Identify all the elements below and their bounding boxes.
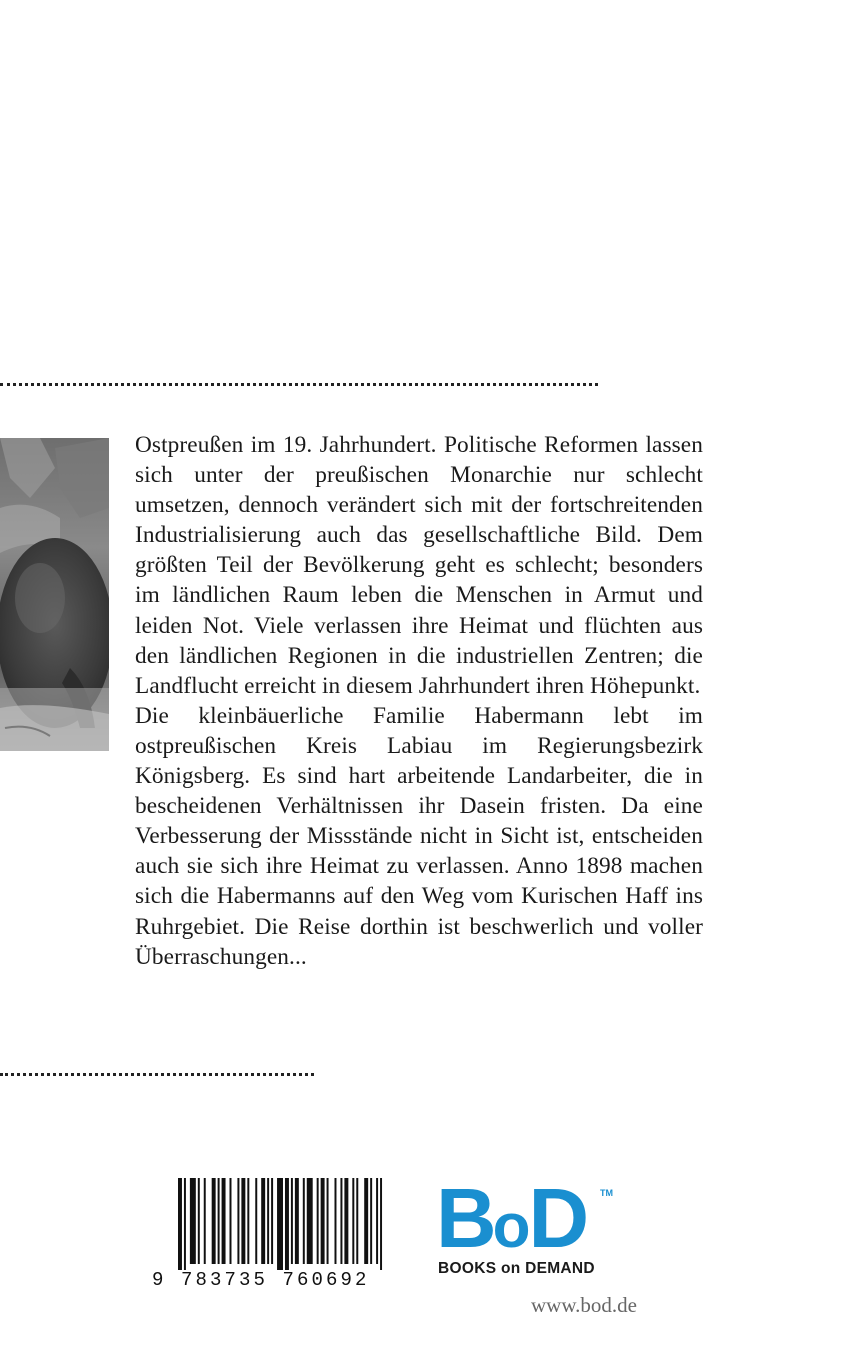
cover-photo-fragment xyxy=(0,438,109,751)
barcode-bar xyxy=(340,1178,342,1264)
barcode-bar xyxy=(198,1178,200,1264)
barcode-bar xyxy=(230,1178,232,1264)
barcode-bar xyxy=(344,1178,348,1264)
logo-trademark: TM xyxy=(600,1188,613,1198)
isbn-barcode xyxy=(152,1178,388,1290)
barcode-bar xyxy=(334,1178,336,1264)
dotted-divider-top xyxy=(0,383,598,386)
bod-logo-mark: BoD xyxy=(436,1171,586,1265)
barcode-bar xyxy=(370,1178,372,1264)
barcode-bar xyxy=(327,1178,329,1264)
barcode-bar xyxy=(190,1178,196,1264)
dotted-divider-bottom xyxy=(0,1073,314,1076)
barcode-bar xyxy=(285,1178,289,1270)
barcode-bar xyxy=(247,1178,249,1264)
barcode-bar xyxy=(255,1178,257,1264)
barcode-bar xyxy=(364,1178,368,1264)
back-cover-blurb xyxy=(135,430,703,972)
publisher-tagline: BOOKS on DEMAND xyxy=(438,1260,595,1277)
barcode-bar xyxy=(277,1178,283,1270)
barcode-bars-icon xyxy=(178,1178,386,1270)
publisher-logo xyxy=(436,1171,626,1278)
barcode-bar xyxy=(178,1178,182,1270)
barcode-bar xyxy=(222,1178,226,1264)
barcode-bar xyxy=(204,1178,206,1264)
barcode-bar xyxy=(321,1178,325,1264)
barcode-bar xyxy=(307,1178,313,1264)
blurb-paragraph-1: Ostpreußen im 19. Jahrhundert. Politische Reformen lassen sich unter der preußischen Monarchie nur schlecht umsetzen, dennoch verändert sich mit der fortschreitenden Industrialisierung auch das gesellschaftliche Bild. Dem größten Teil der Bevölkerung geht es schlecht; besonders im ländlichen Raum leben die Menschen in Armut und leiden Not. Viele verlassen ihre Heimat und flüchten aus den ländlichen Regionen in die industriellen Zentren; die Landflucht erreicht in diesem Jahrhundert ihren Höhepunkt. xyxy=(135,432,703,699)
barcode-bar xyxy=(261,1178,265,1264)
barcode-bar xyxy=(271,1178,273,1264)
barcode-bar xyxy=(237,1178,239,1264)
barcode-bar xyxy=(352,1178,354,1264)
sheep-photo-icon xyxy=(0,438,109,751)
barcode-bar xyxy=(376,1178,378,1264)
barcode-bar xyxy=(295,1178,299,1264)
barcode-bar xyxy=(212,1178,216,1264)
barcode-bar xyxy=(356,1178,358,1264)
barcode-bar xyxy=(303,1178,305,1264)
barcode-bar xyxy=(184,1178,186,1270)
barcode-digits: 9 783735 760692 xyxy=(152,1269,370,1291)
barcode-bar xyxy=(267,1178,269,1264)
barcode-bar xyxy=(218,1178,220,1264)
blurb-paragraph-2: Die kleinbäuerliche Familie Habermann lebt im ostpreußischen Kreis Labiau im Regierungsbezirk Königsberg. Es sind hart arbeitende Landarbeiter, die in bescheidenen Verhältnissen ihr Dasein fristen. Da eine Verbesserung der Missstände nicht in Sicht ist, entscheiden auch sie sich ihre Heimat zu verlassen. Anno 1898 machen sich die Habermanns auf den Weg vom Kurischen Haff ins Ruhrgebiet. Die Reise dorthin ist beschwerlich und voller Überraschungen... xyxy=(135,702,703,970)
barcode-bar xyxy=(241,1178,245,1264)
publisher-url: www.bod.de xyxy=(531,1293,637,1317)
barcode-bar xyxy=(291,1178,293,1264)
barcode-bar xyxy=(317,1178,319,1264)
barcode-bar xyxy=(380,1178,382,1270)
